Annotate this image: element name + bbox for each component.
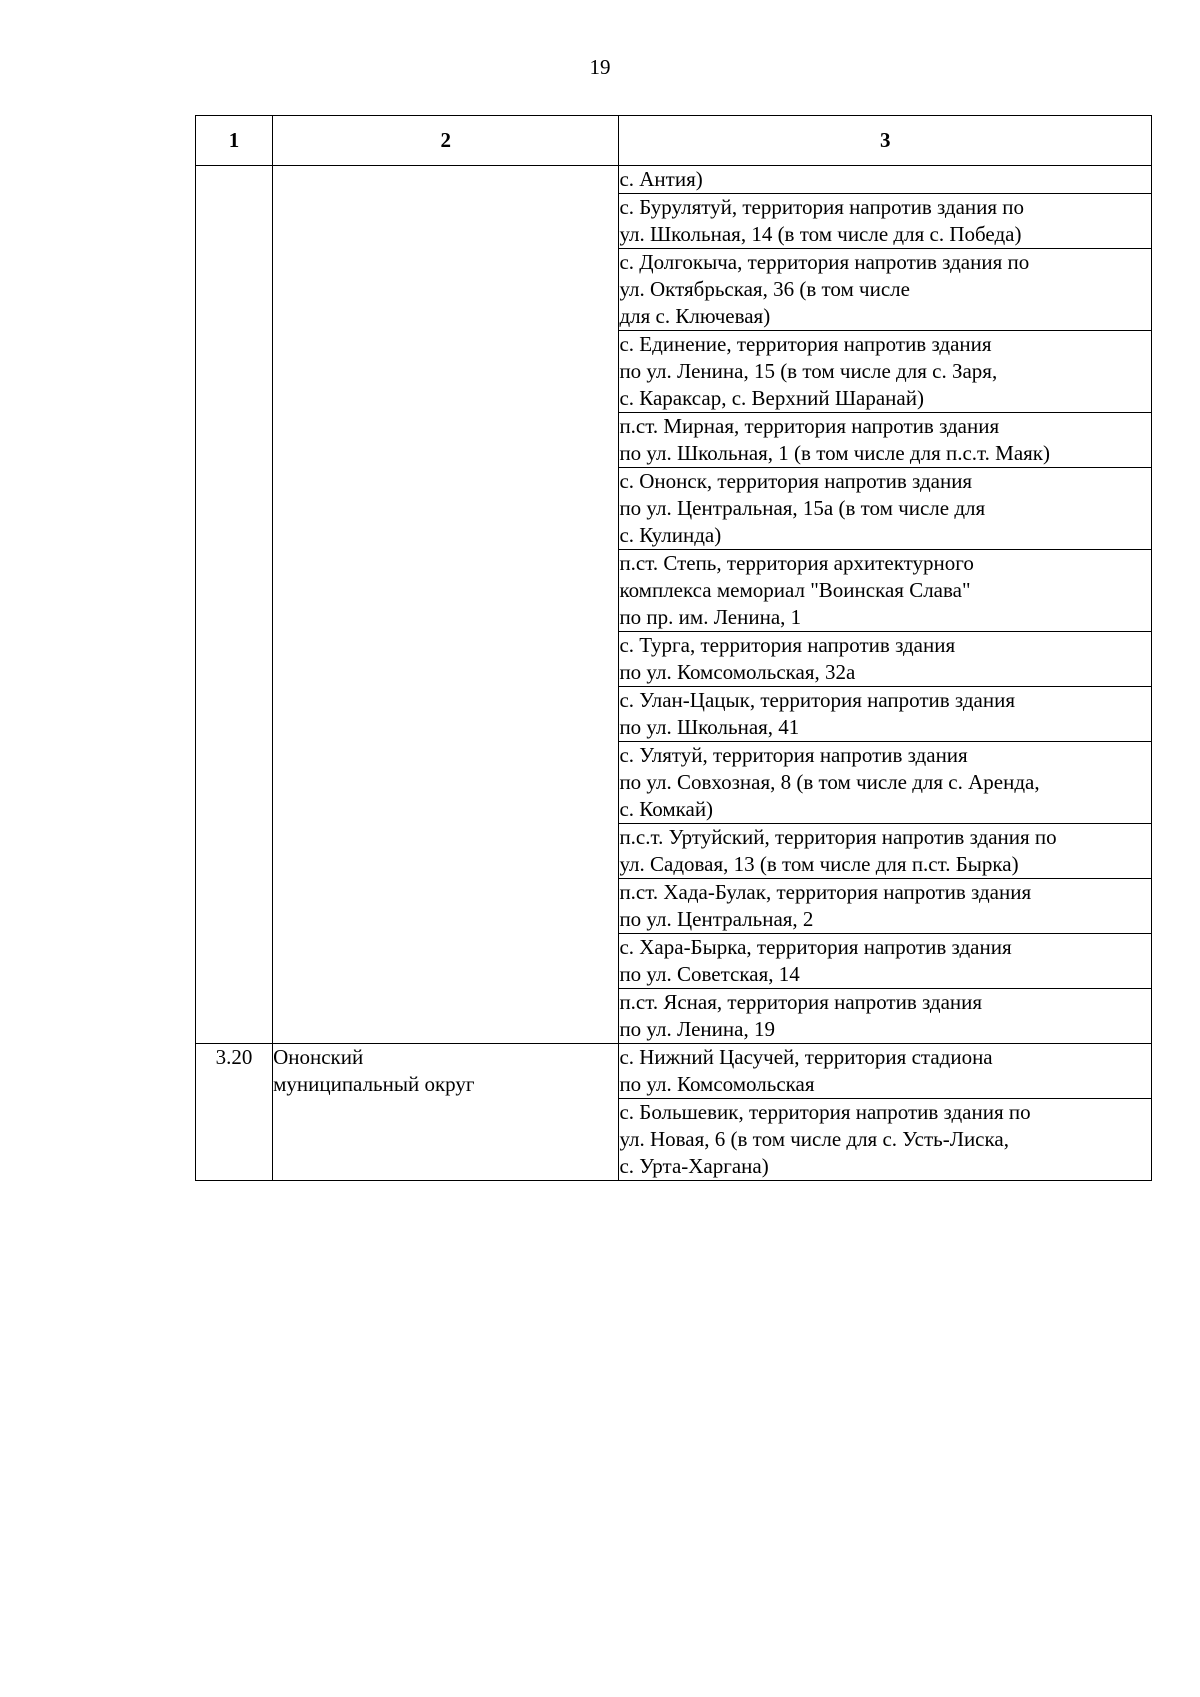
- district-name-line: муниципальный округ: [273, 1072, 475, 1096]
- column-header-3: 3: [619, 116, 1152, 166]
- column-header-1: 1: [196, 116, 273, 166]
- location-text-line: с. Бурулятуй, территория напротив здания по: [619, 195, 1025, 219]
- location-cell: [619, 879, 1152, 934]
- location-text-line: с. Хара-Бырка, территория напротив здания: [619, 935, 1012, 959]
- location-text-line: с. Ононск, территория напротив здания: [619, 469, 973, 493]
- location-text-line: с. Кулинда): [619, 523, 722, 547]
- location-cell: [619, 989, 1152, 1044]
- column-header-2: 2: [273, 116, 619, 166]
- location-text-line: по ул. Ленина, 19: [619, 1017, 775, 1041]
- location-cell: [619, 194, 1152, 249]
- location-cell: [619, 632, 1152, 687]
- location-text-line: п.с.т. Уртуйский, территория напротив здания по: [619, 825, 1057, 849]
- location-text-line: с. Улан-Цацык, территория напротив здания: [619, 688, 1015, 712]
- district-name-line: Ононский: [273, 1045, 364, 1069]
- location-cell: [619, 249, 1152, 331]
- district-number-cell: [196, 166, 273, 1044]
- table-row: [196, 166, 1152, 194]
- location-text-line: по ул. Советская, 14: [619, 962, 800, 986]
- location-text-line: п.ст. Хада-Булак, территория напротив здания: [619, 880, 1032, 904]
- location-cell: [619, 742, 1152, 824]
- location-text-line: п.ст. Мирная, территория напротив здания: [619, 414, 1000, 438]
- location-text-line: ул. Октябрьская, 36 (в том числе: [619, 277, 910, 301]
- location-text-line: ул. Садовая, 13 (в том числе для п.ст. Бырка): [619, 852, 1019, 876]
- location-cell: [619, 550, 1152, 632]
- location-cell: [619, 331, 1152, 413]
- location-text-line: комплекса мемориал "Воинская Слава": [619, 578, 971, 602]
- location-text-line: по ул. Комсомольская: [619, 1072, 815, 1096]
- location-text-line: с. Долгокыча, территория напротив здания по: [619, 250, 1030, 274]
- location-text-line: по пр. им. Ленина, 1: [619, 605, 802, 629]
- location-cell: [619, 934, 1152, 989]
- location-text-line: по ул. Школьная, 1 (в том числе для п.с.т. Маяк): [619, 441, 1050, 465]
- location-text-line: с. Большевик, территория напротив здания по: [619, 1100, 1031, 1124]
- location-text-line: для с. Ключевая): [619, 304, 771, 328]
- location-text-line: ул. Школьная, 14 (в том числе для с. Победа): [619, 222, 1022, 246]
- location-cell: [619, 687, 1152, 742]
- location-text-line: с. Урта-Харгана): [619, 1154, 769, 1178]
- location-cell: [619, 1044, 1152, 1099]
- table-body: [196, 166, 1152, 1181]
- location-text-line: по ул. Центральная, 2: [619, 907, 814, 931]
- location-text-line: п.ст. Ясная, территория напротив здания: [619, 990, 983, 1014]
- location-text-line: с. Турга, территория напротив здания: [619, 633, 956, 657]
- location-cell: [619, 1099, 1152, 1181]
- district-name-cell: [273, 166, 619, 1044]
- location-text-line: с. Улятуй, территория напротив здания: [619, 743, 968, 767]
- location-text-line: с. Караксар, с. Верхний Шаранай): [619, 386, 924, 410]
- location-text-line: по ул. Ленина, 15 (в том числе для с. Заря,: [619, 359, 998, 383]
- location-text-line: ул. Новая, 6 (в том числе для с. Усть-Лиска,: [619, 1127, 1009, 1151]
- page-number: 19: [589, 55, 611, 79]
- location-text-line: с. Комкай): [619, 797, 714, 821]
- location-cell: [619, 824, 1152, 879]
- location-text-line: с. Антия): [619, 167, 703, 191]
- location-text-line: с. Нижний Цасучей, территория стадиона: [619, 1045, 993, 1069]
- location-text-line: с. Единение, территория напротив здания: [619, 332, 992, 356]
- location-text-line: по ул. Центральная, 15а (в том числе для: [619, 496, 986, 520]
- table-header-row: [196, 116, 1152, 166]
- district-name-cell: [273, 1044, 619, 1181]
- location-text-line: по ул. Комсомольская, 32а: [619, 660, 856, 684]
- location-cell: [619, 166, 1152, 194]
- locations-table: [195, 115, 1152, 1181]
- location-text-line: п.ст. Степь, территория архитектурного: [619, 551, 974, 575]
- location-cell: [619, 468, 1152, 550]
- district-number-cell: 3.20: [196, 1044, 273, 1181]
- table-row: [196, 1044, 1152, 1099]
- location-text-line: по ул. Совхозная, 8 (в том числе для с. Аренда,: [619, 770, 1040, 794]
- location-text-line: по ул. Школьная, 41: [619, 715, 800, 739]
- location-cell: [619, 413, 1152, 468]
